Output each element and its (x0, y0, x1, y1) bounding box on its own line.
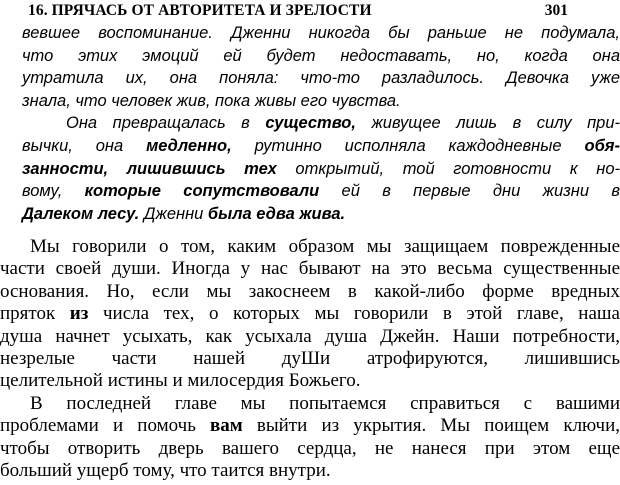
text-line: душа начнет усыхать, как усыхала душа Джейн. Наши потребности, (0, 325, 620, 347)
text-line: знала, что человек жив, пока живы его чувства. (22, 91, 401, 110)
italic-paragraph-1 (22, 22, 620, 112)
running-header (28, 0, 568, 22)
page-number: 301 (544, 2, 568, 19)
text-line: основания. Но, если мы закоснеем в какой-либо форме вредных (0, 280, 620, 302)
text-line: незрелые части нашей дуШи атрофируются, лишившись (0, 348, 620, 370)
text-run: вому, (22, 182, 85, 201)
text-line: что этих эмоций ей будет недоставать, но, когда она (22, 46, 620, 65)
text-line (0, 415, 620, 437)
text-line (22, 135, 620, 158)
text-run: числа тех, о которых мы говорили в этой главе, наша (88, 303, 620, 325)
text-line (22, 112, 620, 135)
text-run: пряток (0, 303, 70, 325)
main-paragraph-1 (0, 236, 620, 393)
text-run: ей в первые дни жизни в (319, 182, 620, 201)
bold-text-run: вам (210, 415, 243, 437)
bold-text-run: из (69, 303, 89, 325)
text-run: вычки, она (22, 136, 147, 155)
text-line: В последней главе мы попытаемся справиться с вашими (30, 392, 620, 414)
bold-text-run: Далеком лесу. (22, 204, 140, 223)
text-run: выйти из укрытия. Мы поищем ключи, (242, 415, 620, 437)
text-line: Мы говорили о том, каким образом мы защищаем поврежденные (30, 236, 620, 257)
text-line: вевшее воспоминание. Дженни никогда бы раньше не подумала, (22, 24, 620, 42)
bold-text-run: занности, лишившись тех (22, 159, 277, 178)
bold-text-run: обя- (584, 136, 620, 155)
text-run: Она превращалась в (66, 114, 266, 133)
bold-text-run: медленно, (146, 136, 232, 155)
text-line (22, 180, 620, 203)
italic-excerpt (22, 22, 620, 225)
main-paragraph-2 (0, 393, 620, 483)
text-line (22, 158, 620, 181)
main-text (0, 236, 620, 482)
text-line: утратила их, она поняла: что-то разладилось. Девочка уже (22, 69, 620, 88)
text-run: живущее лишь в силу при- (355, 114, 620, 133)
text-run: открытий, той готовности к но- (276, 159, 620, 178)
text-run: Дженни (139, 204, 208, 223)
text-line: части своей души. Иногда у нас бывают на это весьма существенные (0, 258, 620, 280)
text-line: целительной истины и милосердия Божьего. (0, 370, 361, 392)
text-line (0, 303, 620, 325)
chapter-title: 16. ПРЯЧАСЬ ОТ АВТОРИТЕТА И ЗРЕЛОСТИ (28, 2, 372, 19)
bold-text-run: которые сопутствовали (84, 182, 320, 201)
italic-paragraph-2 (22, 112, 620, 225)
bold-text-run: существо, (265, 114, 356, 133)
text-line: больший ущерб тому, что таится внутри. (0, 460, 331, 482)
text-run: проблемами и помочь (0, 415, 211, 437)
text-line: чтобы отворить дверь вашего сердца, не нанеся при этом еще (0, 437, 620, 459)
bold-text-run: была едва жива. (207, 204, 346, 223)
text-line (22, 203, 620, 226)
text-run: рутинно исполняла каждодневные (231, 136, 585, 155)
